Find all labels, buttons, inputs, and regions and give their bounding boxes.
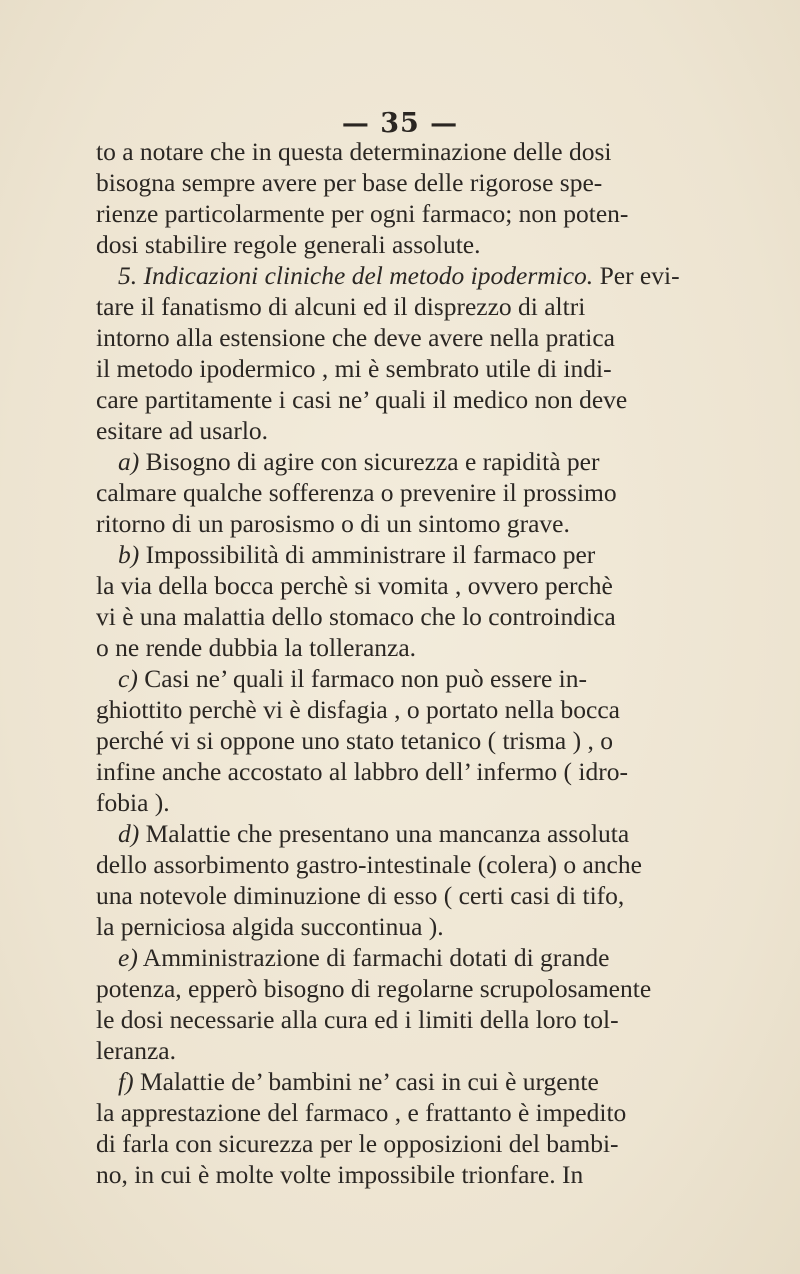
- line-text: una notevole diminuzione di esso ( certi casi di tifo,: [96, 881, 625, 910]
- text-line: [96, 973, 776, 1004]
- line-text: bisogna sempre avere per base delle rigorose spe-: [96, 168, 603, 197]
- line-text: Casi ne’ quali il farmaco non può essere in-: [137, 664, 587, 693]
- text-line: [96, 260, 776, 291]
- line-text: potenza, epperò bisogno di regolarne scrupolosamente: [96, 974, 652, 1003]
- line-text: rienze particolarmente per ogni farmaco; non poten-: [96, 199, 629, 228]
- text-line: [96, 508, 776, 539]
- line-text: la perniciosa algida succontinua ).: [96, 912, 444, 941]
- line-label: a): [118, 447, 140, 476]
- line-text: leranza.: [96, 1036, 176, 1065]
- text-line: [96, 136, 776, 167]
- text-line: [96, 725, 776, 756]
- text-line: [96, 1066, 776, 1097]
- text-line: [96, 477, 776, 508]
- line-text: Impossibilità di amministrare il farmaco per: [139, 540, 596, 569]
- line-text: il metodo ipodermico , mi è sembrato utile di indi-: [96, 354, 612, 383]
- line-text: ritorno di un parosismo o di un sintomo grave.: [96, 509, 570, 538]
- text-line: [96, 167, 776, 198]
- line-text: infine anche accostato al labbro dell’ infermo ( idro-: [96, 757, 628, 786]
- line-text: perché vi si oppone uno stato tetanico ( trisma ) , o: [96, 726, 613, 755]
- text-line: [96, 291, 776, 322]
- text-line: [96, 880, 776, 911]
- line-label: 5. Indicazioni cliniche del metodo ipodermico.: [118, 261, 594, 290]
- line-text: Malattie de’ bambini ne’ casi in cui è urgente: [133, 1067, 599, 1096]
- text-line: [96, 601, 776, 632]
- line-label: f): [118, 1067, 134, 1096]
- text-line: [96, 849, 776, 880]
- text-line: [96, 663, 776, 694]
- line-text: Malattie che presentano una mancanza assoluta: [139, 819, 630, 848]
- text-line: [96, 1004, 776, 1035]
- line-text: di farla con sicurezza per le opposizioni del bambi-: [96, 1129, 619, 1158]
- text-line: [96, 818, 776, 849]
- line-text: tare il fanatismo di alcuni ed il disprezzo di altri: [96, 292, 586, 321]
- text-line: [96, 384, 776, 415]
- text-line: [96, 1128, 776, 1159]
- line-text: ghiottito perchè vi è disfagia , o portato nella bocca: [96, 695, 620, 724]
- line-text: o ne rende dubbia la tolleranza.: [96, 633, 417, 662]
- text-line: [96, 756, 776, 787]
- line-text: vi è una malattia dello stomaco che lo controindica: [96, 602, 616, 631]
- line-text: dello assorbimento gastro-intestinale (colera) o anche: [96, 850, 642, 879]
- line-text: Amministrazione di farmachi dotati di grande: [137, 943, 610, 972]
- text-line: [96, 911, 776, 942]
- line-text: care partitamente i casi ne’ quali il medico non deve: [96, 385, 628, 414]
- line-text: Per evi-: [593, 261, 680, 290]
- text-line: [96, 198, 776, 229]
- text-line: [96, 694, 776, 725]
- text-line: [96, 415, 776, 446]
- line-label: c): [118, 664, 138, 693]
- text-line: [96, 942, 776, 973]
- line-label: b): [118, 540, 140, 569]
- text-line: [96, 570, 776, 601]
- line-text: dosi stabilire regole generali assolute.: [96, 230, 481, 259]
- line-text: intorno alla estensione che deve avere nella pratica: [96, 323, 615, 352]
- text-line: [96, 632, 776, 663]
- line-text: esitare ad usarlo.: [96, 416, 269, 445]
- line-text: calmare qualche sofferenza o prevenire il prossimo: [96, 478, 617, 507]
- line-text: la apprestazione del farmaco , e frattanto è impedito: [96, 1098, 627, 1127]
- text-line: [96, 787, 776, 818]
- line-text: Bisogno di agire con sicurezza e rapidità per: [139, 447, 600, 476]
- text-line: [96, 446, 776, 477]
- text-line: [96, 539, 776, 570]
- line-text: no, in cui è molte volte impossibile trionfare. In: [96, 1160, 584, 1189]
- line-text: fobia ).: [96, 788, 170, 817]
- text-line: [96, 1159, 776, 1190]
- line-label: d): [118, 819, 140, 848]
- line-label: e): [118, 943, 138, 972]
- line-text: le dosi necessarie alla cura ed i limiti della loro tol-: [96, 1005, 619, 1034]
- text-line: [96, 353, 776, 384]
- text-line: [96, 322, 776, 353]
- line-text: la via della bocca perchè si vomita , ovvero perchè: [96, 571, 613, 600]
- page-body: [96, 136, 776, 1190]
- text-line: [96, 229, 776, 260]
- page-number: — 35 —: [341, 108, 459, 139]
- line-text: to a notare che in questa determinazione delle dosi: [96, 137, 612, 166]
- text-line: [96, 1035, 776, 1066]
- text-line: [96, 1097, 776, 1128]
